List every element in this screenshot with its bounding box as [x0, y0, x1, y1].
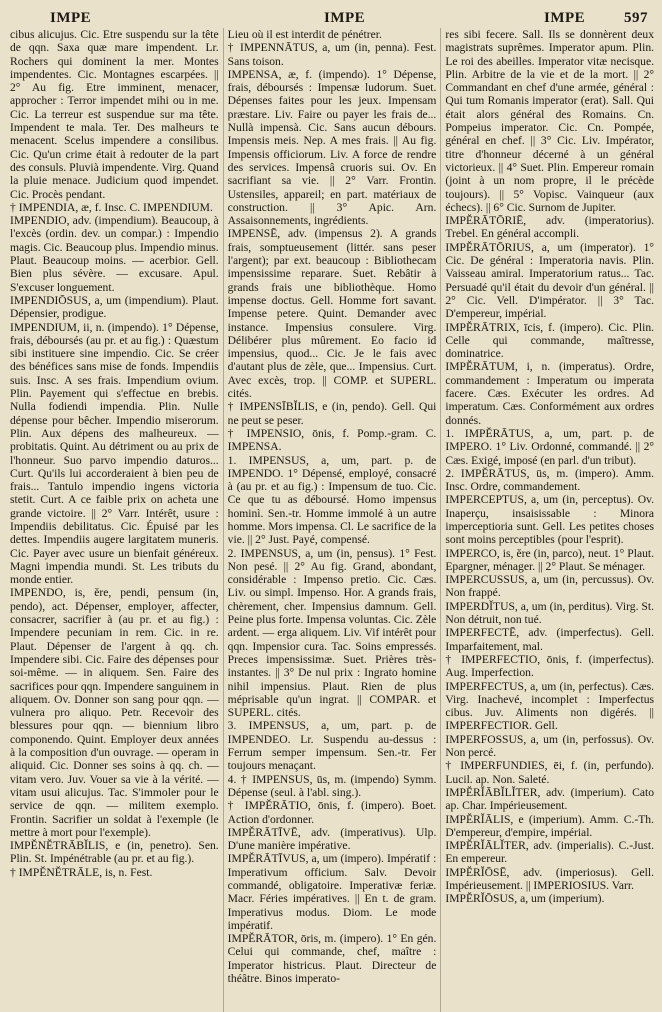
dictionary-entry: IMPERCUSSUS, a, um (in, percussus). Ov. Non frappé.	[445, 573, 655, 600]
column-1	[10, 28, 219, 1012]
dictionary-entry: 3. IMPENSUS, a, um, part. p. de IMPENDEO. Lr. Suspendu au-dessus : Ferrum semper impensum. Sen.-tr. Fer toujours menaçant.	[227, 719, 437, 773]
dictionary-entry: 4. † IMPENSUS, ūs, m. (impendo) Symm. Dépense (seul. à l'abl. sing.).	[227, 772, 437, 799]
header-right-keyword: IMPE	[544, 10, 586, 26]
dictionary-entry: IMPENSĒ, adv. (impensus 2). A grands frais, somptueusement (littér. sans peser l'argent); par ext. beaucoup : Bibliothecam impensissime reparare. Suet. Rebâtir à grands frais une bibliothèque. Homo impense doctus. Gell. Homme fort savant. Impense petere. Quint. Demander avec instance. Impensius consulere. Virg. Délibérer plus mûrement. Eo facio id impensius, quod... Cic. Je le fais avec d'autant plus de zèle, que... Impensius. Curt. Avec excès, trop. || COMP. et SUPERL. cités.	[227, 227, 437, 401]
dictionary-entry: IMPERCO, is, ĕre (in, parco), neut. 1° Plaut. Epargner, ménager. || 2° Plaut. Se ménager.	[445, 546, 655, 573]
columns-container	[10, 28, 654, 1012]
dictionary-entry: IMPĔRĀTĪVUS, a, um (impero). Impératif : Imperativum officium. Salv. Devoir commandé, obligatoire. Imperativæ feriæ. Macr. Féries impératives. || En t. de gram. Imperativus modus. Diom. Le mode impératif.	[227, 852, 437, 932]
dictionary-entry: cibus alicujus. Cic. Etre suspendu sur la tête de qqn. Saxa quæ mare impendent. Lr. Rochers qui dominent la mer. Montes impendentes. Cic. Montagnes escarpées. || 2° Au fig. Etre imminent, menacer, approcher : Terror impendet mihi ou in me. Cic. La terreur est suspendue sur ma tête. Impendent te mala. Ter. Des malheurs te menacent. Scelus impendere a consilibus. Cic. Qu'un crime était à redouter de la part des consuls. Pluvià impendente. Virg. Quand la pluie menace. Judicium quod impendet. Cic. Procès pendant.	[10, 28, 219, 201]
dictionary-entry: IMPĔRĬĀLIS, e (imperium). Amm. C.-Th. D'empereur, d'empire, impérial.	[445, 812, 655, 839]
dictionary-entry: IMPĔRĀTUM, i, n. (imperatus). Ordre, commandement : Imperatum ou imperata facere. Cæs. Exécuter les ordres. Ad imperatum. Cæs. Conformément aux ordres donnés.	[445, 360, 655, 427]
dictionary-entry: Lieu où il est interdit de pénétrer.	[227, 28, 382, 41]
header-center-keyword: IMPE	[324, 10, 366, 26]
dictionary-entry: IMPĔRĬŌSUS, a, um (imperium).	[445, 892, 605, 906]
dictionary-entry: 1. IMPENSUS, a, um, part. p. de IMPENDO. 1° Dépensé, employé, consacré à (au pr. et au fig.) : Impensum de tuo. Cic. Ce que tu as déboursé. Homo impensus hominì. Sen.-tr. Homme immolé à un autre homme. Mors impensa. Cl. Le sacrifice de la vie. || 2° Just. Payé, compensé.	[227, 453, 437, 547]
dictionary-entry: IMPENDO, is, ĕre, pendi, pensum (in, pendo), act. Dépenser, employer, affecter, consacrer, sacrifier à (au pr. et au fig.) : Impendere pecuniam in rem. Cic. in re. Plaut. Dépenser de l'argent à qq. ch. Impendere sibi. Cic. Faire des dépenses pour soi-même. — in aliquem. Sen. Faire des sacrifices pour qqn. Impendere sanguinem in aliquem. Ov. Donner son sang pour qqn. — vulnera pro aliquo. Petr. Recevoir des blessures pour qqn. — biennium libro componendo. Quint. Employer deux années à la composition d'un ouvrage. — operam in aliquid. Cic. Donner ses soins à qq. ch. — vitam vero. Juv. Vouer sa vie à la vérité. — vitam usui alicujus. Tac. S'immoler pour le service de qqn. — militem exemplo. Frontin. Sacrifier un soldat à l'exemple (le mettre à mort pour l'exemple).	[10, 586, 219, 839]
dictionary-entry: IMPERFECTĒ, adv. (imperfectus). Gell. Imparfaitement, mal.	[445, 626, 655, 653]
dictionary-entry: IMPĔRĬŌSĒ, adv. (imperiosus). Gell. Impérieusement. || IMPERIOSIUS. Varr.	[445, 865, 655, 892]
dictionary-entry: IMPĔNĔTRĀBĬLIS, e (in, penetro). Sen. Plin. St. Impénétrable (au pr. et au fig.).	[10, 839, 219, 866]
dictionary-entry: † IMPĔRĀTIO, ōnis, f. (impero). Boet. Action d'ordonner.	[227, 799, 437, 826]
header-left-keyword: IMPE	[50, 10, 92, 26]
dictionary-entry: IMPĔRĀTRIX, īcis, f. (impero). Cic. Plin. Celle qui commande, maîtresse, dominatrice.	[445, 320, 655, 361]
dictionary-entry: † IMPERFUNDIES, ēi, f. (in, perfundo). Lucil. ap. Non. Saleté.	[445, 759, 655, 786]
dictionary-entry: IMPENSA, æ, f. (impendo). 1° Dépense, frais, déboursés : Impensæ ludorum. Suet. Dépenses faites pour les jeux. Impensam præstare. Liv. Faire ou payer les frais de... Nullà impensà. Cic. Sans aucun débours. Impensis meis. Nep. A mes frais. || Au fig. Impensis officiorum. Liv. A force de rendre des services. Impensâ cruoris sui. Ov. En sacrifiant sa vie. || 2° Varr. Frontin. Ustensiles, appareil; en part. matériaux de construction. || 3° Apic. Arn. Assaisonnements, ingrédients.	[227, 67, 437, 228]
column-divider	[223, 28, 224, 1012]
page-number: 597	[624, 10, 648, 26]
dictionary-entry: IMPERCEPTUS, a, um (in, perceptus). Ov. Inaperçu, insaisissable : Minora imperceptioria sunt. Gell. Les petites choses sont moins perceptibles (pour l'esprit).	[445, 493, 655, 547]
column-2	[228, 28, 437, 1012]
dictionary-entry: IMPENDIŌSUS, a, um (impendium). Plaut. Dépensier, prodigue.	[10, 293, 219, 321]
dictionary-entry: IMPĔRĀTŌRIUS, a, um (imperator). 1° Cic. De général : Imperatoria navis. Plin. Vaisseau amiral. Imperatorium ratus... Tac. Persuadé qu'il était du devoir d'un général. || 2° Cic. Vell. D'impérator. || 3° Tac. D'empereur, impérial.	[445, 240, 655, 321]
dictionary-entry: IMPENDIO, adv. (impendium). Beaucoup, à l'excès (ordin. dev. un compar.) : Impendio magis. Cic. Beaucoup plus. Impendio minus. Plaut. Beaucoup moins. — acerbior. Gell. Bien plus sévère. — excusare. Apul. S'excuser longuement.	[10, 214, 219, 294]
dictionary-entry: IMPERFOSSUS, a, um (in, perfossus). Ov. Non percé.	[445, 732, 655, 760]
dictionary-entry: IMPERFECTUS, a, um (in, perfectus). Cæs. Virg. Inachevé, incomplet : Imperfectus cibus. Juv. Aliments non digérés. || IMPERFECTIOR. Gell.	[445, 679, 655, 733]
dictionary-entry: res sibi fecere. Sall. Ils se donnèrent deux magistrats suprêmes. Imperator apum. Plin. Le roi des abeilles. Imperator vitæ necisque. Plin. Arbitre de la vie et de la mort. || 2° Commandant en chef d'une armée, général : Qui tum Romanis imperator (erat). Sall. Qui était alors général des Romains. Cn. Pompeius imperator. Cic. Cn. Pompée, général en chef. || 3° Cic. Liv. Impérator, titre d'honneur décerné à un général victorieux. || 4° Suet. Plin. Empereur romain (joint à un nom propre, il le précède toujours). || 5° Vopisc. Vainqueur (aux échecs). || 6° Cic. Surnom de Jupiter.	[445, 28, 655, 214]
dictionary-entry: † IMPENSĪBĬLIS, e (in, pendo). Gell. Qui ne peut se peser.	[227, 400, 437, 427]
dictionary-entry: IMPĔRĬĀLĬTER, adv. (imperialis). C.-Just. En empereur.	[445, 839, 655, 866]
dictionary-entry: IMPENDIUM, ii, n. (impendo). 1° Dépense, frais, déboursés (au pr. et au fig.) : Quæstum sibi instituere sine impendio. Cic. Se créer des bénéfices sans mise de fonds. Impendiis suis. Insc. A ses frais. Impendium ovium. Plin. Payement qui s'effectue en brebis. Nulla fodiendi impendia. Plin. Nulle dépense pour bêcher. Impendio miserorum. Plin. Aux dépens des malheureux. — probitatis. Quint. Au détriment ou au prix de l'honneur. Suo parvo impendio daturos... Curt. Qu'ils lui accorderaient à bien peu de frais... Tantulo impendio ingens victoria stetit. Curt. A ce faible prix on acheta une grande victoire. || 2° Varr. Intérêt, usure : Impendiis debilitatus. Cic. Épuisé par les dettes. Impendiis augere largitatem muneris. Cic. Payer avec usure un bienfait généreux. Magni impendia mundi. St. Les tributs du monde entier.	[10, 320, 219, 587]
dictionary-entry: 2. IMPENSUS, a, um (in, pensus). 1° Fest. Non pesé. || 2° Au fig. Grand, abondant, considérable : Impenso pretio. Cic. Cæs. Liv. ou simpl. Impenso. Hor. A grands frais, chèrement, cher. Impensius damnum. Gell. Peine plus forte. Impensa voluntas. Cic. Zèle ardent. — erga aliquem. Liv. Vif intérêt pour qqn. Impensior cura. Tac. Soins empressés. Preces impensissimæ. Suet. Prières très-instantes. || 3° De nul prix : Ingrato homine nihil impensius. Plaut. Rien de plus méprisable qu'un ingrat. || COMPAR. et SUPERL. cités.	[227, 546, 437, 720]
column-3	[445, 28, 654, 1012]
dictionary-entry: † IMPENSIO, ōnis, f. Pomp.-gram. C. IMPENSA.	[227, 426, 437, 454]
running-header	[10, 6, 654, 28]
column-divider	[440, 28, 441, 1012]
dictionary-entry: † IMPERFECTIO, ōnis, f. (imperfectus). Aug. Imperfection.	[445, 652, 655, 680]
dictionary-entry: 2. IMPĔRĀTUS, ūs, m. (impero). Amm. Insc. Ordre, commandement.	[445, 466, 655, 494]
dictionary-entry: † IMPENNĀTUS, a, um (in, penna). Fest. Sans toison.	[227, 41, 437, 68]
dictionary-entry: † IMPENDIA, æ, f. Insc. C. IMPENDIUM.	[10, 200, 213, 214]
dictionary-entry: IMPĔRĀTŌRIĒ, adv. (imperatorius). Trebel. En général accompli.	[445, 214, 655, 241]
dictionary-entry: 1. IMPĔRĀTUS, a, um, part. p. de IMPERO. 1° Liv. Ordonné, commandé. || 2° Cæs. Exigé, imposé (en parl. d'un tribut).	[445, 426, 655, 467]
dictionary-entry: † IMPĔNĔTRĀLE, is, n. Fest.	[10, 865, 153, 879]
dictionary-entry: IMPĔRĬĀBĬLĬTER, adv. (imperium). Cato ap. Char. Impérieusement.	[445, 785, 655, 813]
dictionary-entry: IMPĔRĀTOR, ōris, m. (impero). 1° En gén. Celui qui commande, chef, maître : Imperator histricus. Plaut. Directeur de théâtre. Binos imperato-	[227, 932, 437, 986]
dictionary-entry: IMPĔRĀTĪVĒ, adv. (imperativus). Ulp. D'une manière impérative.	[227, 825, 437, 853]
dictionary-entry: IMPERDĬTUS, a, um (in, perditus). Virg. St. Non détruit, non tué.	[445, 599, 655, 627]
